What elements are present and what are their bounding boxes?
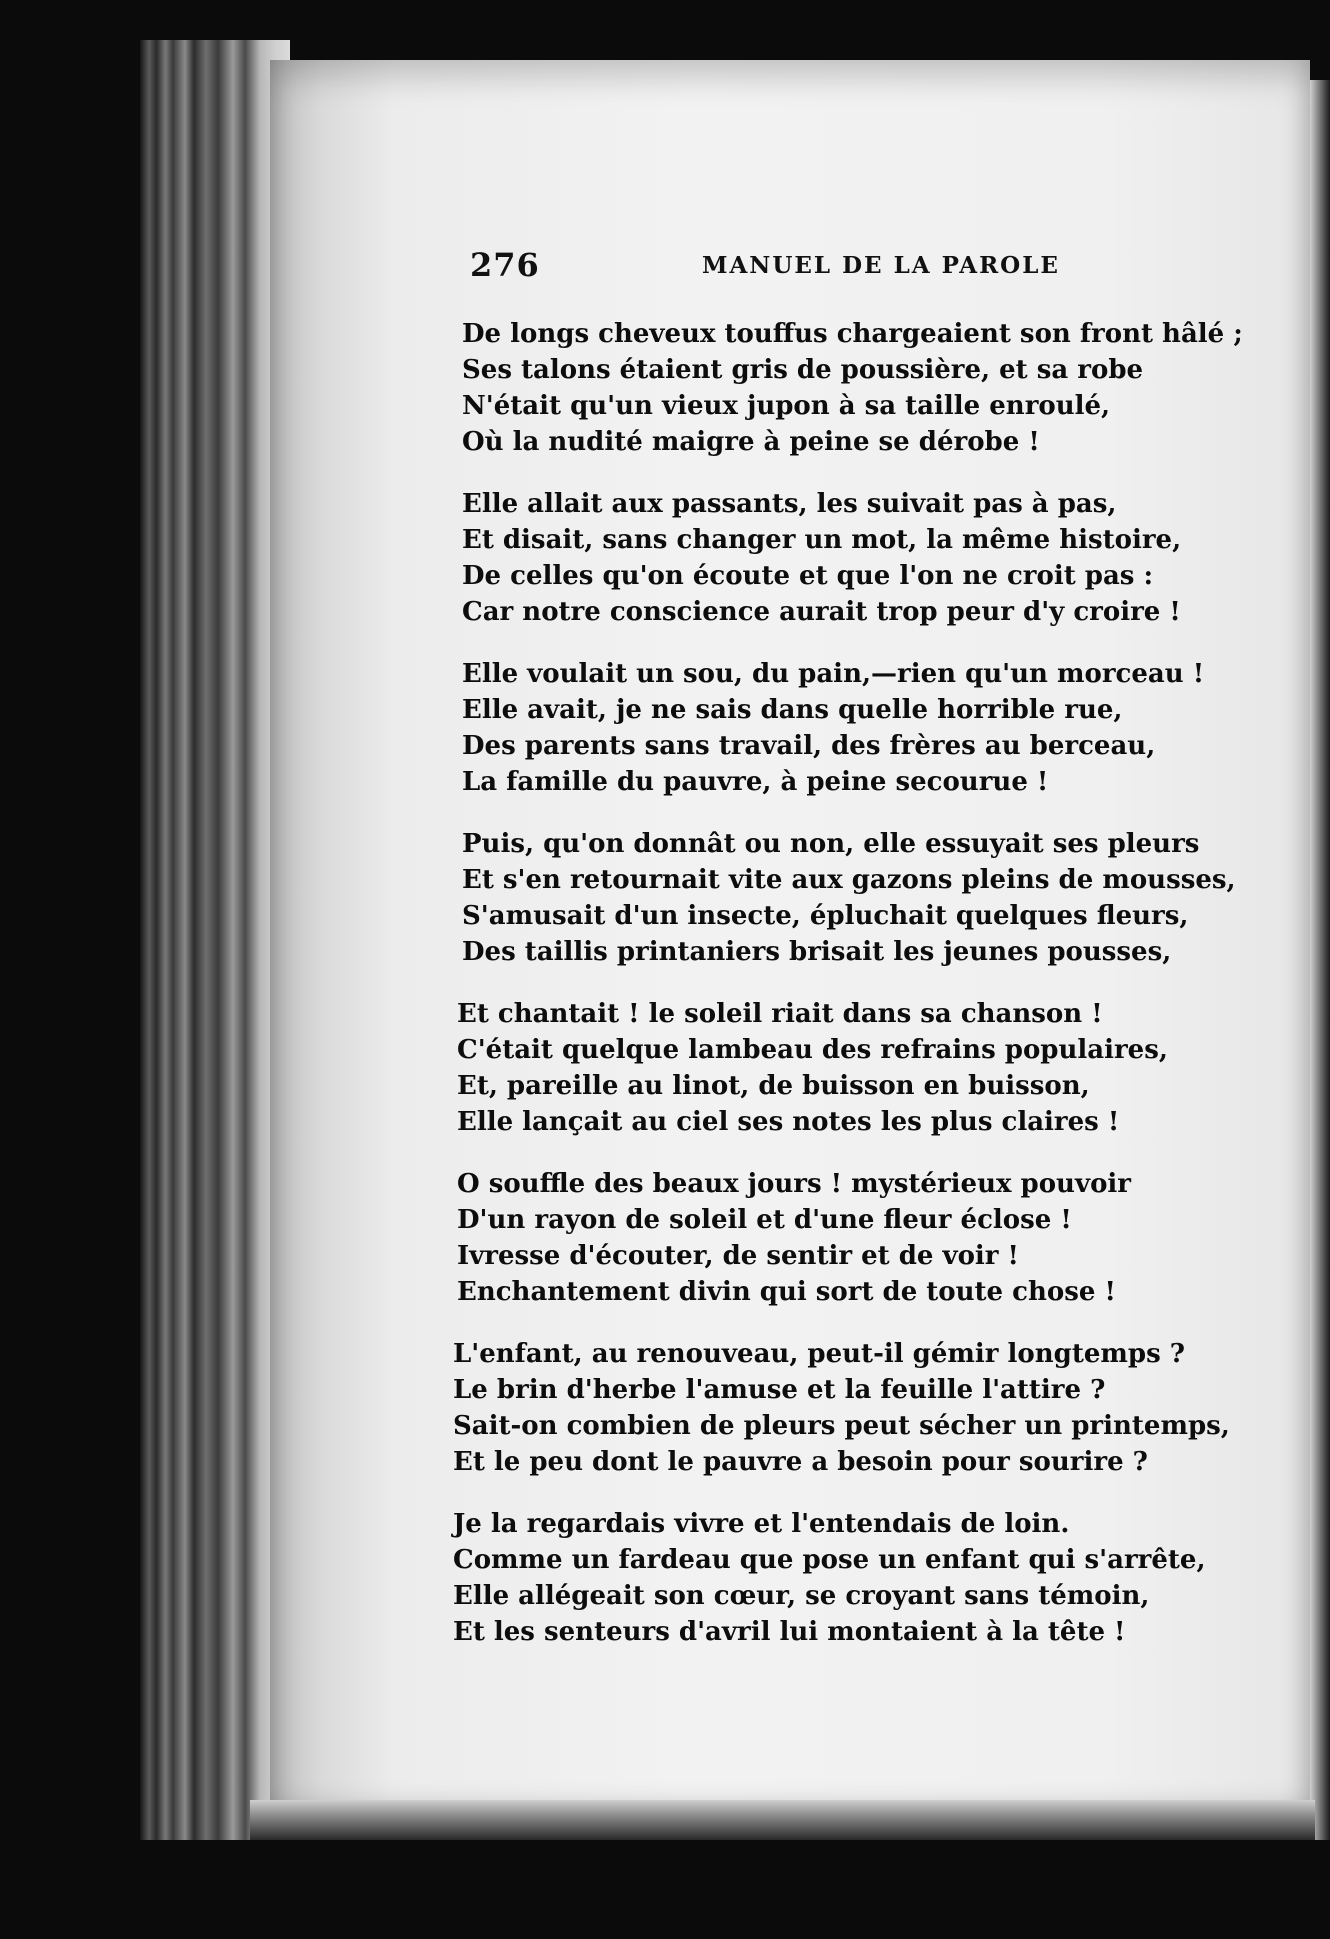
verse-line: N'était qu'un vieux jupon à sa taille enroulé, <box>462 391 1111 421</box>
verse-line: Elle allait aux passants, les suivait pas à pas, <box>462 489 1117 519</box>
verse-line: De longs cheveux touffus chargeaient son front hâlé ; <box>462 319 1243 349</box>
verse-line: L'enfant, au renouveau, peut-il gémir longtemps ? <box>453 1339 1185 1369</box>
stanza <box>453 1336 1230 1480</box>
verse-line: Je la regardais vivre et l'entendais de loin. <box>453 1509 1070 1539</box>
stanza <box>453 1506 1206 1650</box>
verse-line: Ivresse d'écouter, de sentir et de voir ! <box>457 1241 1019 1271</box>
verse-line: D'un rayon de soleil et d'une fleur éclose ! <box>457 1205 1072 1235</box>
verse-line: Et disait, sans changer un mot, la même histoire, <box>462 525 1182 555</box>
verse-line: Où la nudité maigre à peine se dérobe ! <box>462 427 1040 457</box>
verse-line: Elle lançait au ciel ses notes les plus claires ! <box>457 1107 1120 1137</box>
stanza <box>457 996 1202 1140</box>
verse-line: Le brin d'herbe l'amuse et la feuille l'attire ? <box>453 1375 1106 1405</box>
verse-line: Elle voulait un sou, du pain,—rien qu'un morceau ! <box>462 659 1205 689</box>
verse-line: Elle avait, je ne sais dans quelle horrible rue, <box>462 695 1123 725</box>
verse-line: La famille du pauvre, à peine secourue ! <box>462 767 1049 797</box>
stanza <box>462 316 1243 460</box>
verse-line: Sait-on combien de pleurs peut sécher un printemps, <box>453 1411 1230 1441</box>
page-bottom-edge <box>250 1800 1315 1840</box>
verse-line: De celles qu'on écoute et que l'on ne croit pas : <box>462 561 1154 591</box>
verse-line: Et s'en retournait vite aux gazons pleins de mousses, <box>462 865 1236 895</box>
poem-body <box>453 316 1243 1676</box>
stanza <box>462 656 1205 800</box>
verse-line: Et le peu dont le pauvre a besoin pour sourire ? <box>453 1447 1148 1477</box>
verse-line: C'était quelque lambeau des refrains populaires, <box>457 1035 1168 1065</box>
stanza <box>462 486 1202 630</box>
stanza <box>457 1166 1202 1310</box>
verse-line: Car notre conscience aurait trop peur d'y croire ! <box>462 597 1181 627</box>
verse-line: Et, pareille au linot, de buisson en buisson, <box>457 1071 1090 1101</box>
verse-line: Enchantement divin qui sort de toute chose ! <box>457 1277 1116 1307</box>
verse-line: S'amusait d'un insecte, épluchait quelques fleurs, <box>462 901 1189 931</box>
book-page-edges <box>140 40 290 1840</box>
verse-line: Ses talons étaient gris de poussière, et sa robe <box>462 355 1144 385</box>
page-number: 276 <box>470 246 540 284</box>
verse-line: Et chantait ! le soleil riait dans sa chanson ! <box>457 999 1103 1029</box>
verse-line: Des parents sans travail, des frères au berceau, <box>462 731 1156 761</box>
page-right-edge <box>1310 80 1330 1840</box>
stanza <box>462 826 1236 970</box>
running-title: MANUEL DE LA PAROLE <box>702 252 1060 279</box>
verse-line: Et les senteurs d'avril lui montaient à la tête ! <box>453 1617 1126 1647</box>
page-header <box>470 246 1070 286</box>
verse-line: Puis, qu'on donnât ou non, elle essuyait ses pleurs <box>462 829 1200 859</box>
verse-line: O souffle des beaux jours ! mystérieux pouvoir <box>457 1169 1131 1199</box>
verse-line: Comme un fardeau que pose un enfant qui s'arrête, <box>453 1545 1206 1575</box>
verse-line: Des taillis printaniers brisait les jeunes pousses, <box>462 937 1172 967</box>
verse-line: Elle allégeait son cœur, se croyant sans témoin, <box>453 1581 1150 1611</box>
